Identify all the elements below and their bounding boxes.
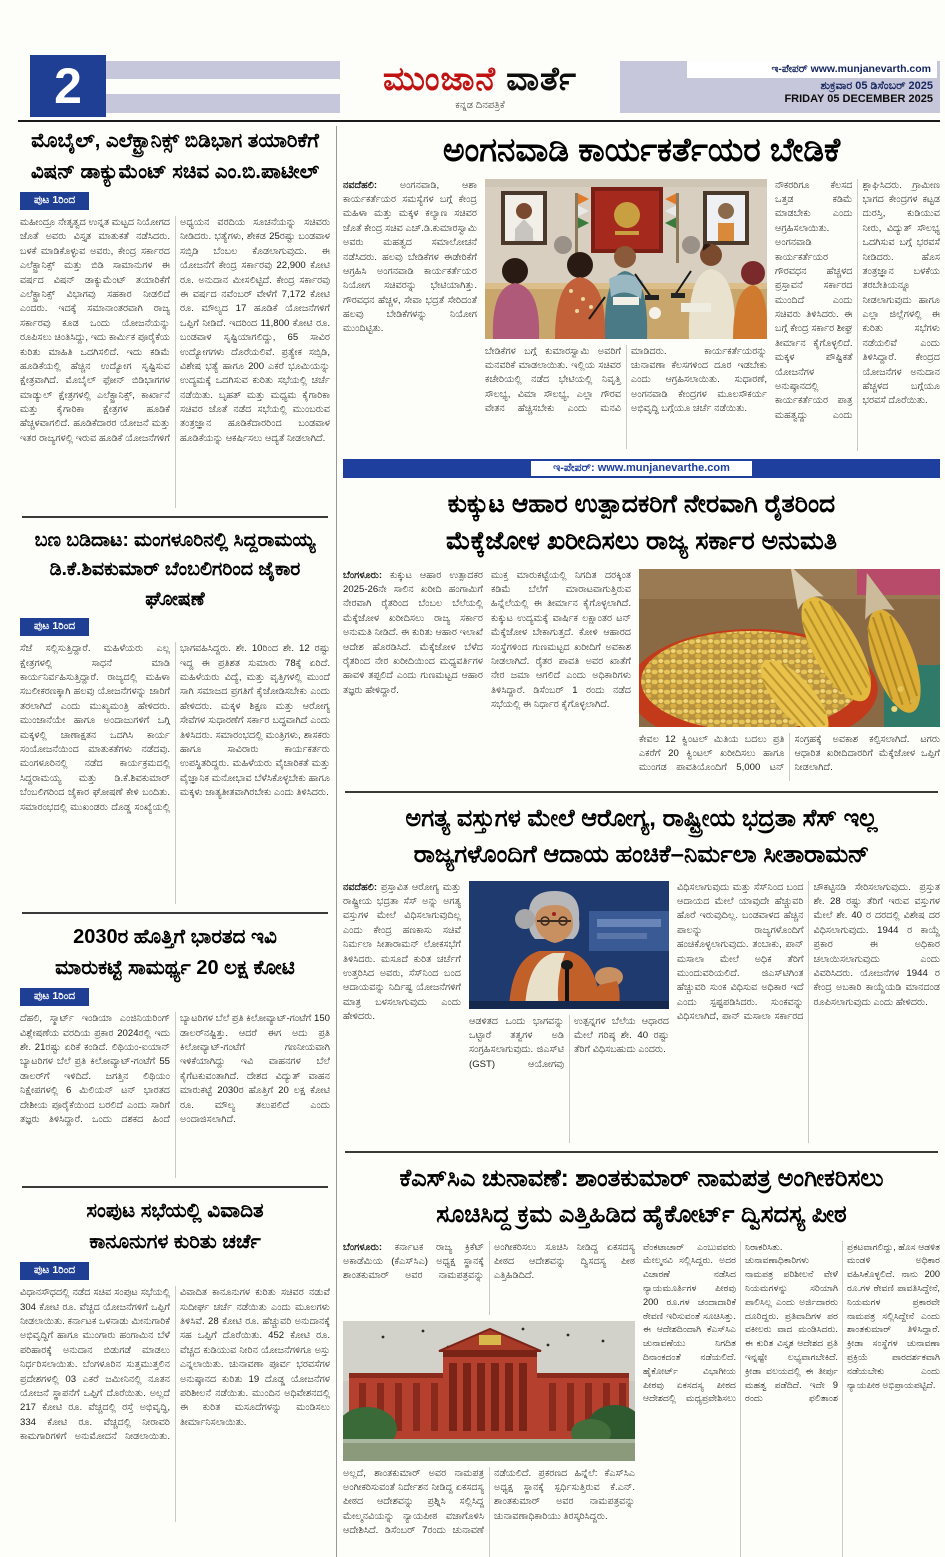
headline-line: ಕೆಎಸ್‌ಸಿಎ ಚುನಾವಣೆ: ಶಾಂತಕುಮಾರ್ ನಾಮಪತ್ರ ಅಂಗೀಕರಿಸಲು <box>399 1164 884 1192</box>
article-column: ಮುಕ್ತ ಮಾರುಕಟ್ಟೆಯಲ್ಲಿ ನಿಗದಿತ ದರಕ್ಕಿಂತ ಕಡಿಮೆ ಬೆಲೆಗೆ ಮಾರಾಟವಾಗುತ್ತಿರುವ ಹಿನ್ನೆಲೆಯಲ್ಲಿ ಈ ತೀರ್ಮಾನ ಕೈಗೊಳ್ಳಲಾಗಿದೆ. ಕುಕ್ಕುಟ ಉದ್ಯಮಕ್ಕೆ ವಾರ್ಷಿಕ ಲಕ್ಷಾಂತರ ಟನ್ ಮೆಕ್ಕೆಜೋಳ ಬೇಕಾಗುತ್ತದೆ. ಕೋಳಿ ಆಹಾರದ ಸಂಸ್ಥೆಗಳಿಂದ ಗುಣಮಟ್ಟದ ಖರೀದಿಗೆ ಅವಕಾಶ ನೀಡಲಾಗಿದೆ. ರೈತರ ಪಾವತಿ ಅವರ ಖಾತೆಗೆ ನೇರ ಜಮಾ ಆಗಲಿದೆ ಎಂದು ಅಧಿಕಾರಿಗಳು ತಿಳಿಸಿದ್ದಾರೆ. ಡಿಸೆಂಬರ್ 1 ರಂದು ನಡೆದ ಸಭೆಯಲ್ಲಿ ಈ ನಿರ್ಧಾರ ಕೈಗೊಳ್ಳಲಾಗಿದೆ. <box>491 569 631 711</box>
article-divider <box>22 912 328 914</box>
dateline: ನವದೆಹಲಿ: <box>343 179 378 191</box>
epaper-banner-link[interactable]: ಇ-ಪೇಪರ್: www.munjanevarthe.com <box>531 461 752 476</box>
article-divider <box>22 516 328 518</box>
epaper-banner <box>343 459 940 478</box>
page-number-box <box>30 55 106 120</box>
article-column: ಬೆಂಗಳೂರು: ಕರ್ನಾಟಕ ರಾಜ್ಯ ಕ್ರಿಕೆಟ್ ಅಕಾಡೆಮಿಯ (ಕೆಎಸ್‌ಸಿಎ) ಅಧ್ಯಕ್ಷ ಸ್ಥಾನಕ್ಕೆ ಶಾಂತಕುಮಾರ್ ಅವರ ನಾಮಪತ್ರವನ್ನು ಅಂಗೀಕರಿಸಲು ಸೂಚಿಸಿ ನೀಡಿದ್ದ ಏಕಸದಸ್ಯ ಪೀಠದ ಆದೇಶವನ್ನು ದ್ವಿಸದಸ್ಯ ಪೀಠ ಎತ್ತಿಹಿಡಿದಿದೆ. <box>343 1241 635 1282</box>
masthead-info <box>687 61 937 105</box>
article-column: ಆಡಳಿತದ ಒಂದು ಭಾಗವನ್ನು ಒಟ್ಟಾರೆ ತತ್ವಗಳ ಅಡಿ ಸಂಗ್ರಹಿಸಲಾಗುವುದು. ಜಿಎಸ್‌ಟಿ (GST) ಆಯೋಗವು ಉತ್ಪನ್ನಗಳ ಬೆಲೆಯ ಆಧಾರದ ಮೇಲೆ ಗರಿಷ್ಠ ಶೇ. 40 ರಷ್ಟು ತೆರಿಗೆ ವಿಧಿಸಬಹುದು ಎಂದರು. <box>469 1015 669 1070</box>
sitharaman-photo <box>469 881 669 1009</box>
left-column <box>20 126 330 1557</box>
headline-line: ಸಂಪುಟ ಸಭೆಯಲ್ಲಿ ವಿವಾದಿತ <box>86 1200 264 1223</box>
column-rule <box>336 126 337 1557</box>
masthead <box>0 55 945 119</box>
headline-line: 2030ರ ಹೊತ್ತಿಗೆ ಭಾರತದ ಇವಿ <box>73 926 277 949</box>
headline-line: ರಾಜ್ಯಗಳೊಂದಿಗೆ ಆದಾಯ ಹಂಚಿಕೆ–ನಿರ್ಮಲಾ ಸೀತಾರಾಮನ್ <box>413 840 870 868</box>
article-ksca-highcourt <box>343 1161 940 1557</box>
dateline: ನವದೆಹಲಿ: <box>343 881 378 893</box>
article-body: ಮಹೀಂದ್ರೂ ನೇತೃತ್ವದ ಉನ್ನತ ಮಟ್ಟದ ನಿಯೋಗದ ಜೊತೆ ಅವರು ವಿಸ್ತೃತ ಮಾತುಕತೆ ನಡೆಸಿದರು. ಬಳಕೆ ಮಾಡಿಕೊಳ್ಳುವ ಅವರು, ಕೇಂದ್ರ ಸರ್ಕಾರದ ಎಲೆಕ್ಟ್ರಾನಿಕ್ಸ್ ಮತ್ತು ಬಿಡಿ ಸಾಮಾನುಗಳ ಈ ವರ್ಷದ ವಿಷನ್ ಡಾಕ್ಯುಮೆಂಟ್ ತಯಾರಿಕೆಗೆ ಎಲೆಕ್ಟ್ರಾನಿಕ್ಸ್ ವಿಭಾಗವು ಸಹಕಾರ ನೀಡಲಿದೆ ಎಂದರು. ಇದಕ್ಕೆ ಸಮಾನಾಂತರವಾಗಿ ರಾಜ್ಯ ಸರ್ಕಾರವು ಕೂಡ ಒಂದು ಯೋಜನೆಯನ್ನು ರೂಪಿಸಲು ಚಿಂತಿಸಿದ್ದು, ಇದು ಕಾರ್ಮಿಕ ಪೂರೈಕೆಯ ಕುರಿತು ಮಾಹಿತಿ ಒದಗಿಸಲಿದೆ. ಇದು ಕಡಿಮೆ ಹೂಡಿಕೆಯಲ್ಲಿ ಹೆಚ್ಚಿನ ಉದ್ಯೋಗ ಸೃಷ್ಟಿಸುವ ಕ್ಷೇತ್ರವಾಗಿದೆ. ಮೊಬೈಲ್ ಫೋನ್ ಬಿಡಿಭಾಗಗಳ ಮಾಡ್ಯುಲ್ ಕ್ಷೇತ್ರಗಳಲ್ಲಿ ಎಲೆಕ್ಟ್ರಾನಿಕ್ಸ್, ಕಾರ್ಖಾನೆ ಮತ್ತು ಕೈಗಾರಿಕಾ ಕ್ಷೇತ್ರಗಳ ಹೂಡಿಕೆ ಹೆಚ್ಚಳವಾಗಲಿದೆ. ಹೂಡಿಕೆದಾರರ ಯೋಜನೆ ಮತ್ತು ಇತರ ರಾಜ್ಯಗಳಲ್ಲಿ ಇರುವ ಹೂಡಿಕೆ ಯೋಜನೆಗಳಿಗೆ ಅಧ್ಯಯನ ವರದಿಯ ಸೂಚನೆಯನ್ನು ಸಚಿವರು ನೀಡಿದರು. ಭತ್ಯೆಗಳು, ಶೇಕಡ 25ರಷ್ಟು ಬಂಡವಾಳ ಸಬ್ಸಿಡಿ ಬೆಂಬಲ ಕೊಡಲಾಗುವುದು. ಈ ಯೋಜನೆಗೆ ಕೇಂದ್ರ ಸರ್ಕಾರವು 22,900 ಕೋಟಿ ರೂ. ಅನುದಾನ ಮೀಸಲಿಟ್ಟಿದೆ. ಕೇಂದ್ರ ಸರ್ಕಾರವು ಈ ವರ್ಷದ ನವೆಂಬರ್ ವೇಳೆಗೆ 7,172 ಕೋಟಿ ರೂ. ಮೌಲ್ಯದ 17 ಹೂಡಿಕೆ ಯೋಜನೆಗಳಿಗೆ ಒಪ್ಪಿಗೆ ನೀಡಿದೆ. ಇದರಿಂದ 11,800 ಕೋಟಿ ರೂ. ಬಂಡವಾಳ ಸೃಷ್ಟಿಯಾಗಲಿದ್ದು, 65 ಸಾವಿರ ಉದ್ಯೋಗಗಳು ದೊರೆಯಲಿವೆ. ಪ್ರತ್ಯೇಕ ಸಬ್ಸಿಡಿ, ವಿಶೇಷ ಭತ್ಯೆ ಹಾಗೂ 200 ಎಕರೆ ಭೂಮಿಯನ್ನು ಉದ್ಯಮಕ್ಕೆ ಒದಗಿಸುವ ಕುರಿತು ಸಭೆಯಲ್ಲಿ ಚರ್ಚೆ ನಡೆಯಿತು. ಬೃಹತ್ ಮತ್ತು ಮಧ್ಯಮ ಕೈಗಾರಿಕಾ ಸಚಿವರ ಜೊತೆ ನಡೆದ ಸಭೆಯಲ್ಲಿ ಮುಂಬರುವ ತಂತ್ರಜ್ಞಾನ ಹೂಡಿಕೆದಾರರಿಂದ ಬಂಡವಾಳ ಹೂಡಿಕೆಯನ್ನು ಆಕರ್ಷಿಸಲು ಆದ್ಯತೆ ನೀಡಲಾಗಿದೆ. <box>20 217 330 444</box>
right-column <box>343 126 940 1557</box>
article-divider <box>345 791 938 793</box>
date-kannada: ಶುಕ್ರವಾರ 05 ಡಿಸೆಂಬರ್ 2025 <box>820 80 933 92</box>
corn-photo <box>639 569 940 727</box>
highcourt-photo <box>343 1321 635 1461</box>
article-column: ವೆಂಕಟಾಚಾರ್ ಎಂಬುವವರು ಮೇಲ್ಮನವಿ ಸಲ್ಲಿಸಿದ್ದರು. ಅದರ ವಿಚಾರಣೆ ನಡೆಸಿದ ನ್ಯಾಯಮೂರ್ತಿಗಳ ಪೀಠವು 200 ರೂ.ಗಳ ಚಂದಾದಾರಿಕೆ ಠೇವಣಿ ಇರಿಸುವಂತೆ ಸೂಚಿಸಿತ್ತು. ಈ ಆದೇಶದಿಂದಾಗಿ ಕೆಎಸ್‌ಸಿಎ ಚುನಾವಣೆಯು ನಿಗದಿತ ದಿನಾಂಕದಂತೆ ನಡೆಯಲಿದೆ. ಹೈಕೋರ್ಟ್ ವಿಭಾಗೀಯ ಪೀಠವು ಏಕಸದಸ್ಯ ಪೀಠದ ಆದೇಶದಲ್ಲಿ ಮಧ್ಯಪ್ರವೇಶಿಸಲು ನಿರಾಕರಿಸಿತು. ಚುನಾವಣಾಧಿಕಾರಿಗಳು ನಾಮಪತ್ರ ಪರಿಶೀಲನೆ ವೇಳೆ ನಿಯಮಗಳನ್ನು ಸರಿಯಾಗಿ ಪಾಲಿಸಿಲ್ಲ ಎಂದು ಅರ್ಜಿದಾರರು ದೂರಿದ್ದರು. ಪ್ರತಿವಾದಿಗಳ ಪರ ವಕೀಲರು ವಾದ ಮಂಡಿಸಿದರು. ಈ ಕುರಿತ ವಿಸ್ತೃತ ಆದೇಶದ ಪ್ರತಿ ಇನ್ನಷ್ಟೇ ಲಭ್ಯವಾಗಬೇಕಿದೆ. ಕ್ರೀಡಾ ವಲಯದಲ್ಲಿ ಈ ತೀರ್ಪು ಮಹತ್ವ ಪಡೆದಿದೆ. ಇದೇ 9 ರಂದು ಫಲಿತಾಂಶ ಪ್ರಕಟವಾಗಲಿದ್ದು, ಹೊಸ ಆಡಳಿತ ಮಂಡಳಿ ಅಧಿಕಾರ ವಹಿಸಿಕೊಳ್ಳಲಿದೆ. ನಾನು 200 ರೂ.ಗಳ ಠೇವಣಿ ಪಾವತಿಸಿದ್ದೇನೆ, ನಿಯಮಗಳ ಪ್ರಕಾರವೇ ನಾಮಪತ್ರ ಸಲ್ಲಿಸಿದ್ದೇನೆ ಎಂದು ಶಾಂತಕುಮಾರ್ ತಿಳಿಸಿದ್ದಾರೆ. ಕ್ರೀಡಾ ಸಂಸ್ಥೆಗಳ ಚುನಾವಣಾ ಪ್ರಕ್ರಿಯೆ ಪಾರದರ್ಶಕವಾಗಿ ನಡೆಯಬೇಕು ಎಂದು ನ್ಯಾಯಪೀಠ ಅಭಿಪ್ರಾಯಪಟ್ಟಿದೆ. <box>643 1241 940 1404</box>
article-faction-slogans <box>20 526 330 904</box>
dateline: ಬೆಂಗಳೂರು: <box>343 569 383 581</box>
continued-from-page-tag: ಪುಟ 1ರಿಂದ <box>20 618 89 636</box>
article-anganwadi-demand <box>343 128 940 451</box>
article-maize-procurement <box>343 486 940 783</box>
continued-from-page-tag: ಪುಟ 1ರಿಂದ <box>20 192 89 210</box>
article-column: ನವದೆಹಲಿ: ಪ್ರಸ್ತಾವಿತ ಆರೋಗ್ಯ ಮತ್ತು ರಾಷ್ಟ್ರೀಯ ಭದ್ರತಾ ಸೆಸ್ ಅನ್ನು ಅಗತ್ಯ ವಸ್ತುಗಳ ಮೇಲೆ ವಿಧಿಸಲಾಗುವುದಿಲ್ಲ ಎಂದು ಕೇಂದ್ರ ಹಣಕಾಸು ಸಚಿವೆ ನಿರ್ಮಲಾ ಸೀತಾರಾಮನ್ ಲೋಕಸಭೆಗೆ ತಿಳಿಸಿದರು. ಮಸೂದೆ ಕುರಿತ ಚರ್ಚೆಗೆ ಉತ್ತರಿಸಿದ ಅವರು, ಸೆಸ್‌ನಿಂದ ಬಂದ ಆದಾಯವನ್ನು ನಿರ್ದಿಷ್ಟ ಯೋಜನೆಗಳಿಗೆ ಮಾತ್ರ ಬಳಸಲಾಗುವುದು ಎಂದು ಹೇಳಿದರು. <box>343 881 461 1023</box>
continued-from-page-tag: ಪುಟ 1ರಿಂದ <box>20 988 89 1006</box>
headline-line: ಸೂಚಿಸಿದ್ದ ಕ್ರಮ ಎತ್ತಿಹಿಡಿದ ಹೈಕೋರ್ಟ್ ದ್ವಿಸದಸ್ಯ ಪೀಠ <box>436 1200 847 1228</box>
article-column: ಕೇವಲ 12 ಕ್ವಿಂಟಲ್ ಮಿತಿಯ ಬದಲು ಪ್ರತಿ ಎಕರೆಗೆ 20 ಕ್ವಿಂಟಲ್ ಖರೀದಿಸಲು ಹಾಗೂ ಮುಂಗಡ ಪಾವತಿಯೊಂದಿಗೆ 5,000 ಟನ್ ಸಂಗ್ರಹಕ್ಕೆ ಅವಕಾಶ ಕಲ್ಪಿಸಲಾಗಿದೆ. ಟಗರು ಆಧಾರಿತ ಖರೀದಿದಾರರಿಗೆ ಮೆಕ್ಕೆಜೋಳ ಒಪ್ಪಿಗೆ ನೀಡಲಾಗಿದೆ. <box>639 733 940 774</box>
headline-line: ಕಾನೂನುಗಳ ಕುರಿತು ಚರ್ಚೆ <box>89 1231 261 1254</box>
headline-line: ಮೊಬೈಲ್, ಎಲೆಕ್ಟ್ರಾನಿಕ್ಸ್ ಬಿಡಿಭಾಗ ತಯಾರಿಕೆಗೆ <box>31 130 319 152</box>
article-ev-market <box>20 922 330 1178</box>
headline-line: ಡಿ.ಕೆ.ಶಿವಕುಮಾರ್ ಬೆಂಬಲಿಗರಿಂದ ಜೈಕಾರ ಘೋಷಣೆ <box>49 559 301 610</box>
article-body: ಸೆಜೆ ಸಲ್ಲಿಸುತ್ತಿದ್ದಾರೆ. ಮಹಿಳೆಯರು ಎಲ್ಲ ಕ್ಷೇತ್ರಗಳಲ್ಲಿ ಸಾಧನೆ ಮಾಡಿ ಕಾರ್ಯನಿರ್ವಹಿಸುತ್ತಿದ್ದಾರೆ. ರಾಜ್ಯದಲ್ಲಿ ಮಹಿಳಾ ಸಬಲೀಕರಣಕ್ಕಾಗಿ ಹಲವು ಯೋಜನೆಗಳನ್ನು ಜಾರಿಗೆ ತರಲಾಗಿದೆ ಎಂದು ಮುಖ್ಯಮಂತ್ರಿ ಹೇಳಿದರು. ಮುಂಜಾನೆಯೇ ಹಾಗೂ ಅಂದಾಜುಗಳಿಗೆ ಒಗ್ಗಿ ಮಕ್ಕಳಲ್ಲಿ ಚಾಣಾಕ್ಷತನ ಒದಗಿಸಿ ಕಾರ್ಯ ಸಂಯೋಜನೆಯಿಂದ ಮಾತುಕತೆಗಳು ನಡೆದವು. ಮಂಗಳೂರಿನಲ್ಲಿ ನಡೆದ ಕಾರ್ಯಕ್ರಮದಲ್ಲಿ ಸಿದ್ದರಾಮಯ್ಯ ಮತ್ತು ಡಿ.ಕೆ.ಶಿವಕುಮಾರ್ ಬೆಂಬಲಿಗರಿಂದ ಜೈಕಾರ ಘೋಷಣೆ ಕೇಳಿ ಬಂದಿತು. ಸಮಾರಂಭದಲ್ಲಿ ಮುಖಂಡರು ದೊಡ್ಡ ಸಂಖ್ಯೆಯಲ್ಲಿ ಭಾಗವಹಿಸಿದ್ದರು. ಶೇ. 10ರಿಂದ ಶೇ. 12 ರಷ್ಟು ಇದ್ದ ಈ ಪ್ರತಿಶತ ಸುಮಾರು 78ಕ್ಕೆ ಏರಿದೆ. ಮಹಿಳೆಯರು ವಿದ್ಯೆ, ಮತ್ತು ವೃತ್ತಿಗಳಲ್ಲಿ ಮುಂದೆ ಸಾಗಿ ಸಮಾಜದ ಪ್ರಗತಿಗೆ ಕೈಜೋಡಿಸಬೇಕು ಎಂದು ಹೇಳಿದರು. ಮಕ್ಕಳ ಶಿಕ್ಷಣ ಮತ್ತು ಆರೋಗ್ಯ ಸೇವೆಗಳ ಸುಧಾರಣೆಗೆ ಸರ್ಕಾರ ಬದ್ಧವಾಗಿದೆ ಎಂದು ತಿಳಿಸಿದರು. ಸಮಾರಂಭದಲ್ಲಿ ಮಂತ್ರಿಗಳು, ಶಾಸಕರು ಹಾಗೂ ಸಾವಿರಾರು ಕಾರ್ಯಕರ್ತರು ಉಪಸ್ಥಿತರಿದ್ದರು. ಮಹಿಳೆಯರು ವೈಚಾರಿಕತೆ ಮತ್ತು ವೈಜ್ಞಾನಿಕ ಮನೋಭಾವ ಬೆಳೆಸಿಕೊಳ್ಳಬೇಕು ಹಾಗೂ ಮಕ್ಕಳು ಜಾತ್ಯತೀತವಾಗಿರಬೇಕು ಎಂದು ತಿಳಿಸಿದರು. <box>20 643 330 813</box>
meeting-photo <box>485 179 767 339</box>
headline-line: ಅಗತ್ಯ ವಸ್ತುಗಳ ಮೇಲೆ ಆರೋಗ್ಯ, ರಾಷ್ಟ್ರೀಯ ಭದ್ರತಾ ಸೆಸ್ ಇಲ್ಲ <box>405 804 878 832</box>
article-column: ನೌಕರರಿಗೂ ಕೆಲಸದ ಒತ್ತಡ ಕಡಿಮೆ ಮಾಡಬೇಕು ಎಂದು ಆಗ್ರಹಿಸಲಾಯಿತು. ಅಂಗನವಾಡಿ ಕಾರ್ಯಕರ್ತೆಯರ ಗೌರವಧನ ಹೆಚ್ಚಳದ ಪ್ರಸ್ತಾವನೆ ಸರ್ಕಾರದ ಮುಂದಿದೆ ಎಂದು ಸಚಿವರು ತಿಳಿಸಿದರು. ಈ ಬಗ್ಗೆ ಕೇಂದ್ರ ಸರ್ಕಾರ ಶೀಘ್ರ ತೀರ್ಮಾನ ಕೈಗೊಳ್ಳಲಿದೆ. ಮಕ್ಕಳ ಪೌಷ್ಟಿಕತೆ ಯೋಜನೆಗಳ ಅನುಷ್ಠಾನದಲ್ಲಿ ಕಾರ್ಯಕರ್ತೆಯರ ಪಾತ್ರ ಮಹತ್ವದ್ದು ಎಂದು ಶ್ಲಾಘಿಸಿದರು. ಗ್ರಾಮೀಣ ಭಾಗದ ಕೇಂದ್ರಗಳ ಕಟ್ಟಡ ದುರಸ್ತಿ, ಕುಡಿಯುವ ನೀರು, ವಿದ್ಯುತ್ ಸೌಲಭ್ಯ ಒದಗಿಸುವ ಬಗ್ಗೆ ಭರವಸೆ ನೀಡಿದರು. ಹೊಸ ತಂತ್ರಜ್ಞಾನ ಬಳಕೆಯ ತರಬೇತಿಯನ್ನೂ ನೀಡಲಾಗುವುದು ಹಾಗೂ ಎಲ್ಲಾ ಜಿಲ್ಲೆಗಳಲ್ಲಿ ಈ ಕುರಿತು ಸಭೆಗಳು ನಡೆಯಲಿವೆ ಎಂದು ತಿಳಿಸಿದ್ದಾರೆ. ಕೇಂದ್ರದ ಯೋಜನೆಗಳ ಅನುದಾನ ಹೆಚ್ಚಳದ ಬಗ್ಗೆಯೂ ಭರವಸೆ ದೊರೆಯಿತು. <box>775 179 940 421</box>
epaper-link[interactable]: ಇ-ಪೇಪರ್ www.munjanevarth.com <box>687 61 937 78</box>
article-column: ಅಲ್ಲದೆ, ಶಾಂತಕುಮಾರ್ ಅವರ ನಾಮಪತ್ರ ಅಂಗೀಕರಿಸುವಂತೆ ನಿರ್ದೇಶನ ನೀಡಿದ್ದ ಏಕಸದಸ್ಯ ಪೀಠದ ಆದೇಶವನ್ನು ಪ್ರಶ್ನಿಸಿ ಸಲ್ಲಿಸಿದ್ದ ಮೇಲ್ಮನವಿಯನ್ನು ನ್ಯಾಯಪೀಠ ವಜಾಗೊಳಿಸಿ ಆದೇಶಿಸಿದೆ. ಡಿಸೆಂಬರ್ 7ರಂದು ಚುನಾವಣೆ ನಡೆಯಲಿದೆ. ಪ್ರಕರಣದ ಹಿನ್ನೆಲೆ: ಕೆಎಸ್‌ಸಿಎ ಅಧ್ಯಕ್ಷ ಸ್ಥಾನಕ್ಕೆ ಸ್ಪರ್ಧಿಸುತ್ತಿರುವ ಕೆ.ಎನ್. ಶಾಂತಕುಮಾರ್ ಅವರ ನಾಮಪತ್ರವನ್ನು ಚುನಾವಣಾಧಿಕಾರಿಯು ತಿರಸ್ಕರಿಸಿದ್ದರು. <box>343 1467 635 1537</box>
headline-line: ಬಣ ಬಡಿದಾಟ: ಮಂಗಳೂರಿನಲ್ಲಿ ಸಿದ್ದರಾಮಯ್ಯ <box>34 530 316 551</box>
newspaper-title <box>340 61 620 97</box>
page-number: 2 <box>54 58 82 114</box>
article-electronics-vision <box>20 126 330 508</box>
article-cabinet-laws <box>20 1196 330 1522</box>
date-english: FRIDAY 05 DECEMBER 2025 <box>784 93 933 105</box>
continued-from-page-tag: ಪುಟ 1ರಿಂದ <box>20 1262 89 1280</box>
newspaper-title-block <box>340 57 620 117</box>
headline-line: ಕುಕ್ಕುಟ ಆಹಾರ ಉತ್ಪಾದಕರಿಗೆ ನೇರವಾಗಿ ರೈತರಿಂದ <box>447 489 836 518</box>
headline-line: ವಿಷನ್ ಡಾಕ್ಯುಮೆಂಟ್ ಸಚಿವ ಎಂ.ಬಿ.ಪಾಟೀಲ್ <box>30 161 320 183</box>
headline-line: ಮಾರುಕಟ್ಟೆ ಸಾಮರ್ಥ್ಯ 20 ಲಕ್ಷ ಕೋಟಿ <box>55 957 295 980</box>
article-column: ಬೆಂಗಳೂರು: ಕುಕ್ಕುಟ ಆಹಾರ ಉತ್ಪಾದಕರ 2025-26ನೇ ಸಾಲಿನ ಖರೀದಿ ಹಂಗಾಮಿಗೆ ನೇರವಾಗಿ ರೈತರಿಂದ ಬೆಂಬಲ ಬೆಲೆಯಲ್ಲಿ ಮೆಕ್ಕೆಜೋಳ ಖರೀದಿಸಲು ರಾಜ್ಯ ಸರ್ಕಾರ ಅನುಮತಿ ನೀಡಿದೆ. ಈ ಕುರಿತು ಆಹಾರ ಇಲಾಖೆ ಆದೇಶ ಹೊರಡಿಸಿದೆ. ಮೆಕ್ಕೆಜೋಳ ಬೆಳೆದ ರೈತರಿಂದ ನೇರ ಖರೀದಿಯಿಂದ ಮಧ್ಯವರ್ತಿಗಳ ಹಾವಳಿ ತಪ್ಪಲಿದೆ ಎಂದು ಗುಣಮಟ್ಟದ ಆಹಾರ ತಜ್ಞರು ಹೇಳಿದ್ದಾರೆ. <box>343 569 483 696</box>
article-body: ವಿಧಾನಸೌಧದಲ್ಲಿ ನಡೆದ ಸಚಿವ ಸಂಪುಟ ಸಭೆಯಲ್ಲಿ 304 ಕೋಟಿ ರೂ. ವೆಚ್ಚದ ಯೋಜನೆಗಳಿಗೆ ಒಪ್ಪಿಗೆ ನೀಡಲಾಯಿತು. ಕರ್ನಾಟಕ ಒಳನಾಡು ಮೀನುಗಾರಿಕೆ ಅಭಿವೃದ್ಧಿಗೆ ಹಾಗೂ ಮುಂಗಾರು ಹಂಗಾಮಿನ ಬೆಳೆ ಪರಿಹಾರಕ್ಕೆ ಅನುದಾನ ಬಿಡುಗಡೆ ಮಾಡಲು ನಿರ್ಧರಿಸಲಾಯಿತು. ಬೆಂಗಳೂರಿನ ಸುತ್ತಮುತ್ತಲಿನ ಪ್ರದೇಶಗಳಲ್ಲಿ 03 ಎಕರೆ ಜಮೀನಿನಲ್ಲಿ ನೂತನ ಯೋಜನೆ ಸ್ಥಾಪನೆಗೆ ಒಪ್ಪಿಗೆ ದೊರೆಯಿತು. ಅಲ್ಲದೆ 217 ಕೋಟಿ ರೂ. ವೆಚ್ಚದಲ್ಲಿ ರಸ್ತೆ ಅಭಿವೃದ್ಧಿ, 334 ಕೋಟಿ ರೂ. ವೆಚ್ಚದಲ್ಲಿ ನೀರಾವರಿ ಕಾಮಗಾರಿಗಳಿಗೆ ಅನುಮೋದನೆ ನೀಡಲಾಯಿತು. ವಿವಾದಿತ ಕಾನೂನುಗಳ ಕುರಿತು ಸಚಿವರ ನಡುವೆ ಸುದೀರ್ಘ ಚರ್ಚೆ ನಡೆಯಿತು ಎಂದು ಮೂಲಗಳು ತಿಳಿಸಿವೆ. 28 ಕೋಟಿ ರೂ. ಹೆಚ್ಚುವರಿ ಅನುದಾನಕ್ಕೆ ಸಹ ಒಪ್ಪಿಗೆ ದೊರೆಯಿತು. 452 ಕೋಟಿ ರೂ. ವೆಚ್ಚದ ಕುಡಿಯುವ ನೀರಿನ ಯೋಜನೆಗಳಿಗೂ ಅಸ್ತು ಎನ್ನಲಾಯಿತು. ಚುನಾವಣಾ ಪೂರ್ವ ಭರವಸೆಗಳ ಅನುಷ್ಠಾನದ ಕುರಿತು 19 ದೊಡ್ಡ ಯೋಜನೆಗಳ ಪರಿಶೀಲನೆ ನಡೆಯಿತು. ಮುಂದಿನ ಅಧಿವೇಶನದಲ್ಲಿ ಈ ಕುರಿತ ಮಸೂದೆಗಳನ್ನು ಮಂಡಿಸಲು ತೀರ್ಮಾನಿಸಲಾಯಿತು. <box>20 1287 330 1443</box>
article-divider <box>22 1186 328 1188</box>
page-content <box>20 126 940 1557</box>
headline-line: ಮೆಕ್ಕೆಜೋಳ ಖರೀದಿಸಲು ರಾಜ್ಯ ಸರ್ಕಾರ ಅನುಮತಿ <box>445 527 838 556</box>
title-word-black: ವಾರ್ತೆ <box>506 60 577 97</box>
title-word-red: ಮುಂಜಾನೆ <box>383 60 497 97</box>
article-column: ವಿಧಿಸಲಾಗುವುದು ಮತ್ತು ಸೆಸ್‌ನಿಂದ ಬಂದ ಆದಾಯದ ಮೇಲೆ ಯಾವುದೇ ಹೆಚ್ಚುವರಿ ಹೊರೆ ಇರುವುದಿಲ್ಲ. ಬಂಡವಾಳದ ಹೆಚ್ಚಿನ ಪಾಲನ್ನು ರಾಜ್ಯಗಳೊಂದಿಗೆ ಹಂಚಿಕೊಳ್ಳಲಾಗುವುದು. ತಂಬಾಕು, ಪಾನ್ ಮಸಾಲಾ ಮೇಲೆ ಅಧಿಕ ತೆರಿಗೆ ಮುಂದುವರಿಯಲಿದೆ. ಜಿಎಸ್‌ಟಿಗಿಂತ ಹೆಚ್ಚುವರಿ ಸುಂಕ ವಿಧಿಸುವ ಅಧಿಕಾರ ಇದೆ ಎಂದು ಸ್ಪಷ್ಟಪಡಿಸಿದರು. ಸುಂಕವನ್ನು ವಿಧಿಸಲಾಗಿದೆ, ಪಾನ್ ಮಸಾಲಾ ಸರ್ಕಾರದ ಚೌಕಟ್ಟಿನಡಿ ಸೇರಿಸಲಾಗುವುದು. ಪ್ರಸ್ತುತ ಶೇ. 28 ರಷ್ಟು ತೆರಿಗೆ ಇರುವ ವಸ್ತುಗಳ ಮೇಲೆ ಶೇ. 40 ರ ದರದಲ್ಲಿ ವಿಶೇಷ ದರ ವಿಧಿಸಲಾಗುವುದು. 1944 ರ ಕಾಯ್ದೆ ಪ್ರಕಾರ ಈ ಅಧಿಕಾರ ಚಲಾಯಿಸಲಾಗುವುದು ಎಂದು ವಿವರಿಸಿದರು. ಯೋಜನೆಗಳ 1944 ರ ಕೇಂದ್ರ ಅಬಕಾರಿ ಕಾಯ್ದೆಯಡಿ ಮಾನದಂಡ ರೂಪಿಸಲಾಗುವುದು ಎಂದು ಹೇಳಿದರು. <box>677 881 940 1023</box>
masthead-rule <box>18 120 940 122</box>
article-cess-sitharaman <box>343 801 940 1143</box>
article-divider <box>345 1151 938 1153</box>
newspaper-subtitle: ಕನ್ನಡ ದಿನಪತ್ರಿಕೆ <box>455 100 505 112</box>
dateline: ಬೆಂಗಳೂರು: <box>343 1241 383 1253</box>
headline: ಅಂಗನವಾಡಿ ಕಾರ್ಯಕರ್ತೆಯರ ಬೇಡಿಕೆ <box>442 131 841 168</box>
article-column: ಬೇಡಿಕೆಗಳ ಬಗ್ಗೆ ಕುಮಾರಸ್ವಾಮಿ ಅವರಿಗೆ ಮನವರಿಕೆ ಮಾಡಲಾಯಿತು. ಇಲ್ಲಿಯ ಸಚಿವರ ಕಚೇರಿಯಲ್ಲಿ ನಡೆದ ಭೇಟಿಯಲ್ಲಿ ನಿವೃತ್ತಿ ಸೌಲಭ್ಯ, ವಿಮಾ ಸೌಲಭ್ಯ, ಎಲ್ಲಾ ಗೌರವ ವೇತನ ಹೆಚ್ಚಿಸಬೇಕು ಎಂದು ಮನವಿ ಮಾಡಿದರು. ಕಾರ್ಯಕರ್ತೆಯರನ್ನು ಚುನಾವಣಾ ಕೆಲಸಗಳಿಂದ ದೂರ ಇಡಬೇಕು ಎಂದು ಆಗ್ರಹಿಸಲಾಯಿತು. ಸುಧಾರಣೆ, ಅಂಗನವಾಡಿ ಕೇಂದ್ರಗಳ ಮೂಲಸೌಕರ್ಯ ಅಭಿವೃದ್ಧಿ ಬಗ್ಗೆಯೂ ಚರ್ಚೆ ನಡೆಯಿತು. <box>485 345 767 415</box>
article-body: ದೆಹಲಿ, ಸ್ಮಾರ್ಟ್ ಇಂಡಿಯಾ ಎಂಜಿನಿಯರಿಂಗ್ ವಿಶ್ಲೇಷಣೆಯ ವರದಿಯ ಪ್ರಕಾರ 2024ರಲ್ಲಿ ಇದು ಶೇ. 21ರಷ್ಟು ಏರಿಕೆ ಕಂಡಿದೆ. ಲಿಥಿಯಂ-ಐಯಾನ್ ಬ್ಯಾಟರಿಗಳ ಬೆಲೆ ಪ್ರತಿ ಕಿಲೋವ್ಯಾಟ್-ಗಂಟೆಗೆ 55 ಡಾಲರ್‌ಗೆ ಇಳಿದಿದೆ. ಜಗತ್ತಿನ ಲಿಥಿಯಂ ನಿಕ್ಷೇಪಗಳಲ್ಲಿ 6 ಮಿಲಿಯನ್ ಟನ್ ಭಾರತದ ದೇಶೀಯ ಪೂರೈಕೆಯಿಂದ ಬರಲಿದೆ ಎಂದು ಸಾರಿಗೆ ತಜ್ಞರು ತಿಳಿಸಿದ್ದಾರೆ. ಒಂದು ದಶಕದ ಹಿಂದೆ ಬ್ಯಾಟರಿಗಳ ಬೆಲೆ ಪ್ರತಿ ಕಿಲೋವ್ಯಾಟ್-ಗಂಟೆಗೆ 150 ಡಾಲರ್‌ನಷ್ಟಿತ್ತು. ಆದರೆ ಈಗ ಅದು ಪ್ರತಿ ಕಿಲೋವ್ಯಾಟ್-ಗಂಟೆಗೆ ಗಣನೀಯವಾಗಿ ಇಳಿಕೆಯಾಗಿದ್ದು ಇವಿ ವಾಹನಗಳ ಬೆಲೆ ಕೈಗೆಟಕುವಂತಾಗಿದೆ. ದೇಶದ ವಿದ್ಯುತ್ ವಾಹನ ಮಾರುಕಟ್ಟೆ 2030ರ ಹೊತ್ತಿಗೆ 20 ಲಕ್ಷ ಕೋಟಿ ರೂ. ಮೌಲ್ಯ ತಲುಪಲಿದೆ ಎಂದು ಅಂದಾಜಿಸಲಾಗಿದೆ. <box>20 1013 330 1126</box>
article-column: ನವದೆಹಲಿ: ಅಂಗನವಾಡಿ, ಆಶಾ ಕಾರ್ಯಕರ್ತೆಯರ ಸಮಸ್ಯೆಗಳ ಬಗ್ಗೆ ಕೇಂದ್ರ ಮಹಿಳಾ ಮತ್ತು ಮಕ್ಕಳ ಕಲ್ಯಾಣ ಸಚಿವರ ಜೊತೆ ಕೇಂದ್ರ ಸಚಿವ ಎಚ್.ಡಿ.ಕುಮಾರಸ್ವಾಮಿ ಅವರು ಮಹತ್ವದ ಸಮಾಲೋಚನೆ ನಡೆಸಿದರು. ಹಲವು ಬೇಡಿಕೆಗಳ ಈಡೇರಿಕೆಗೆ ಆಗ್ರಹಿಸಿ ಅಂಗನವಾಡಿ ಕಾರ್ಯಕರ್ತೆಯರ ನಿಯೋಗ ಸಚಿವರನ್ನು ಭೇಟಿಯಾಗಿತ್ತು. ಗೌರವಧನ ಹೆಚ್ಚಳ, ಸೇವಾ ಭದ್ರತೆ ಸೇರಿದಂತೆ ಹಲವು ಬೇಡಿಕೆಗಳನ್ನು ನಿಯೋಗ ಮುಂದಿಟ್ಟಿತು. <box>343 179 477 335</box>
